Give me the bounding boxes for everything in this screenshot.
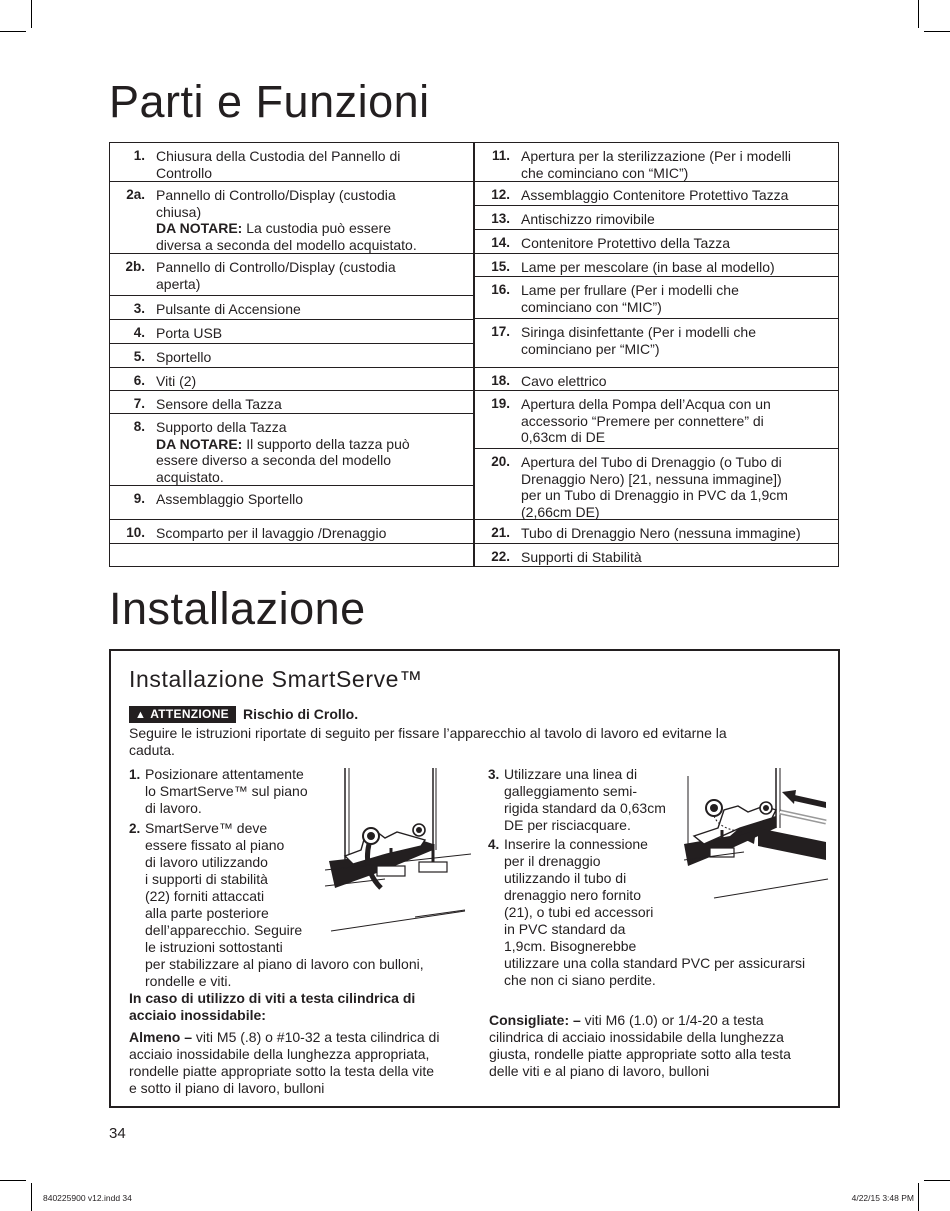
step-line: utilizzare una colla standard PVC per assicurarsi	[504, 955, 806, 971]
part-note	[156, 436, 461, 453]
parts-row	[110, 143, 473, 181]
recommended-line: giusta, rondelle piatte appropriate sotto alla testa	[489, 1046, 791, 1062]
minimum-line: rondelle piatte appropriate sotto la testa della vite	[129, 1063, 435, 1079]
crop-mark	[924, 1180, 950, 1181]
part-number: 11.	[491, 148, 510, 163]
warning-title: Rischio di Crollo.	[243, 706, 359, 722]
step-line: drenaggio nero fornito	[504, 887, 641, 903]
part-note-line: La custodia può essere	[242, 220, 391, 236]
part-description-line: Scomparto per il lavaggio /Drenaggio	[156, 525, 387, 541]
part-number: 18.	[491, 373, 510, 388]
part-description-line: Lame per frullare (Per i modelli che	[521, 282, 739, 298]
part-description	[156, 349, 461, 366]
part-description-line: Antischizzo rimovibile	[521, 211, 655, 227]
footer-file-info: 840225900 v12.indd 34	[43, 1193, 132, 1203]
part-description	[156, 259, 461, 292]
parts-row	[110, 519, 473, 543]
part-number: 13.	[491, 211, 510, 226]
part-number: 19.	[491, 396, 510, 411]
step-4-number: 4.	[488, 837, 500, 852]
part-description	[156, 491, 461, 508]
part-note-label: DA NOTARE:	[156, 220, 243, 236]
step-line: che non ci siano perdite.	[504, 972, 656, 988]
part-description-line: accessorio “Premere per connettere” di	[521, 412, 764, 429]
part-description-line: cominciano con “MIC”)	[521, 298, 662, 315]
step-line: (21), o tubi ed accessori	[504, 904, 654, 920]
part-description-line: Tubo di Drenaggio Nero (nessuna immagine)	[521, 525, 801, 541]
crop-mark	[0, 1180, 26, 1181]
screw-heading	[129, 990, 415, 1024]
step-1-number: 1.	[129, 767, 141, 782]
step-line: di lavoro.	[145, 800, 202, 816]
part-number: 2b.	[125, 259, 145, 274]
step-line: galleggiamento semi-	[504, 783, 638, 799]
part-description-line: Chiusura della Custodia del Pannello di	[156, 148, 401, 164]
part-number: 2a.	[126, 187, 145, 202]
parts-row	[110, 413, 473, 485]
step-line: utilizzando il tubo di	[504, 870, 627, 886]
recommended-line: viti M6 (1.0) or 1/4-20 a testa	[580, 1012, 764, 1028]
page-title: Parti e Funzioni	[109, 76, 430, 127]
crop-mark	[0, 31, 26, 32]
step-line: rondelle e viti.	[145, 973, 232, 989]
part-description	[156, 148, 461, 181]
step-line: 1,9cm. Bisognerebbe	[504, 938, 637, 954]
parts-row	[475, 276, 838, 318]
part-note	[156, 220, 461, 237]
part-number: 21.	[491, 525, 510, 540]
part-number: 15.	[491, 259, 510, 274]
parts-row	[110, 390, 473, 413]
step-line: i supporti di stabilità	[145, 871, 268, 887]
screw-heading-line: acciaio inossidabile:	[129, 1007, 266, 1023]
part-description-line: Drenaggio Nero) [21, nessuna immagine])	[521, 470, 782, 487]
part-description-line: Sensore della Tazza	[156, 396, 282, 412]
step-line: Inserire la connessione	[504, 836, 648, 852]
part-number: 22.	[491, 549, 510, 564]
step-line: in PVC standard da	[504, 921, 626, 937]
step-line: le istruzioni sottostanti	[145, 939, 283, 955]
part-description-line: Pulsante di Accensione	[156, 301, 301, 317]
parts-table-right	[474, 142, 839, 567]
parts-row	[475, 143, 838, 181]
part-description-line: Pannello di Controllo/Display (custodia	[156, 187, 396, 203]
part-description-line: Siringa disinfettante (Per i modelli che	[521, 324, 757, 340]
minimum-label: Almeno –	[129, 1029, 193, 1045]
crop-mark	[918, 1183, 919, 1211]
step-line: rigida standard da 0,63cm	[504, 800, 666, 816]
part-number: 8.	[133, 419, 145, 434]
step-3-number: 3.	[488, 767, 500, 782]
part-description	[521, 454, 826, 520]
part-description	[521, 148, 826, 181]
part-description	[156, 419, 461, 485]
parts-row	[475, 543, 838, 568]
step-line: essere fissato al piano	[145, 837, 285, 853]
step-line: lo SmartServe™ sul piano	[145, 783, 308, 799]
recommended-line: cilindrica di acciaio inossidabile della lunghezza	[489, 1029, 784, 1045]
step-line: di lavoro utilizzando	[145, 854, 268, 870]
footer-timestamp: 4/22/15 3:48 PM	[851, 1193, 914, 1203]
part-number: 10.	[126, 525, 145, 540]
parts-row	[475, 229, 838, 253]
parts-row	[110, 295, 473, 319]
step-line: per stabilizzare al piano di lavoro con bulloni,	[145, 956, 424, 972]
parts-row	[475, 318, 838, 367]
part-description	[156, 373, 461, 390]
parts-row	[110, 181, 473, 253]
part-description	[521, 396, 826, 446]
step-2-number: 2.	[129, 821, 141, 836]
part-description	[156, 525, 461, 542]
part-description-line: 0,63cm di DE	[521, 429, 606, 445]
part-note-line: diversa a seconda del modello acquistato.	[156, 236, 417, 253]
part-description	[521, 549, 826, 566]
intro-text	[129, 725, 809, 758]
part-description	[521, 211, 826, 228]
intro-line: Seguire le istruzioni riportate di seguito per fissare l’apparecchio al tavolo di lavoro ed evitarne la	[129, 725, 727, 741]
recommended-label: Consigliate: –	[489, 1012, 581, 1028]
step-line: Utilizzare una linea di	[504, 766, 638, 782]
part-description-line: Supporto della Tazza	[156, 419, 287, 435]
part-number: 17.	[491, 324, 510, 339]
part-description-line: Assemblaggio Sportello	[156, 491, 304, 507]
section-title-installation: Installazione	[109, 583, 366, 634]
part-number: 14.	[491, 235, 510, 250]
part-description	[521, 259, 826, 276]
installation-subheading: Installazione SmartServe™	[129, 666, 423, 692]
part-number: 5.	[133, 349, 145, 364]
part-description	[521, 373, 826, 390]
part-number: 7.	[133, 396, 145, 411]
minimum-paragraph	[129, 1029, 439, 1097]
intro-line: caduta.	[129, 741, 175, 758]
part-description	[156, 301, 461, 318]
part-number: 3.	[133, 301, 145, 316]
crop-mark	[924, 31, 950, 32]
part-note-line: acquistato.	[156, 468, 224, 485]
part-description-line: Apertura per la sterilizzazione (Per i modelli	[521, 148, 791, 164]
crop-mark	[918, 0, 919, 28]
parts-row	[110, 543, 473, 568]
step-3-text	[504, 766, 666, 834]
part-description-line: Assemblaggio Contenitore Protettivo Tazza	[521, 187, 789, 203]
part-description-line: cominciano per “MIC”)	[521, 340, 660, 357]
part-note-label: DA NOTARE:	[156, 435, 243, 452]
part-number: 4.	[133, 325, 145, 340]
part-description	[156, 325, 461, 342]
recommended-line: delle viti e al piano di lavoro, bulloni	[489, 1063, 710, 1079]
part-description-line: Controllo	[156, 164, 213, 181]
parts-row	[475, 390, 838, 448]
part-number: 1.	[133, 148, 145, 163]
step-line: dell’apparecchio. Seguire	[145, 922, 303, 938]
parts-row	[475, 205, 838, 229]
recommended-paragraph	[489, 1012, 791, 1080]
part-number: 6.	[133, 373, 145, 388]
part-description	[521, 187, 826, 204]
part-description-line: Porta USB	[156, 325, 223, 341]
parts-row	[475, 253, 838, 276]
parts-row	[110, 319, 473, 343]
stability-bracket-illustration	[325, 766, 471, 936]
part-description-line: Apertura del Tubo di Drenaggio (o Tubo di	[521, 454, 782, 470]
drain-connection-illustration	[684, 766, 830, 901]
part-number: 16.	[491, 282, 510, 297]
part-note-line: Il supporto della tazza può	[242, 435, 410, 452]
parts-row	[110, 253, 473, 295]
parts-row	[110, 367, 473, 390]
step-line: (22) forniti attaccati	[145, 888, 265, 904]
part-description-line: per un Tubo di Drenaggio in PVC da 1,9cm	[521, 487, 788, 503]
step-line: alla parte posteriore	[145, 905, 269, 921]
minimum-line: acciaio inossidabile della lunghezza appropriata,	[129, 1046, 430, 1062]
part-description	[521, 324, 826, 357]
minimum-line: viti M5 (.8) o #10-32 a testa cilindrica di	[192, 1029, 440, 1045]
step-line: Posizionare attentamente	[145, 766, 304, 782]
part-description-line: Contenitore Protettivo della Tazza	[521, 235, 731, 251]
parts-table-left	[109, 142, 474, 567]
parts-row	[110, 343, 473, 367]
part-description	[521, 235, 826, 252]
part-description-line: Apertura della Pompa dell’Acqua con un	[521, 396, 771, 412]
step-line: SmartServe™ deve	[145, 820, 268, 836]
part-description	[521, 282, 826, 315]
part-description	[156, 396, 461, 413]
step-line: per il drenaggio	[504, 853, 601, 869]
part-number: 20.	[491, 454, 510, 469]
part-description-line: aperta)	[156, 275, 201, 292]
minimum-line: e sotto il piano di lavoro, bulloni	[129, 1080, 325, 1096]
crop-mark	[31, 1183, 32, 1211]
parts-row	[475, 519, 838, 543]
step-1-text	[145, 766, 308, 817]
parts-row	[110, 485, 473, 519]
part-description-line: che cominciano con “MIC”)	[521, 164, 689, 181]
part-number: 9.	[133, 491, 145, 506]
screw-heading-line: In caso di utilizzo di viti a testa cilindrica di	[129, 990, 416, 1006]
part-description-line: Sportello	[156, 349, 212, 365]
part-note-line: essere diverso a seconda del modello	[156, 452, 392, 468]
part-description-line: Cavo elettrico	[521, 373, 607, 389]
part-number: 12.	[491, 187, 510, 202]
part-description-line: Supporti di Stabilità	[521, 549, 642, 565]
parts-row	[475, 448, 838, 519]
part-description	[156, 187, 461, 253]
parts-row	[475, 181, 838, 205]
part-description-line: Pannello di Controllo/Display (custodia	[156, 259, 396, 275]
step-line: DE per risciacquare.	[504, 817, 631, 833]
part-description	[521, 525, 826, 542]
warning-icon: ▲	[135, 709, 147, 721]
crop-mark	[31, 0, 32, 28]
part-description-line: (2,66cm DE)	[521, 503, 600, 520]
installation-box	[109, 649, 840, 1108]
part-description-line: chiusa)	[156, 203, 202, 220]
part-description-line: Lame per mescolare (in base al modello)	[521, 259, 775, 275]
warning-badge	[129, 706, 236, 723]
part-description-line: Viti (2)	[156, 373, 197, 389]
parts-row	[475, 367, 838, 390]
page-number: 34	[109, 1125, 126, 1142]
warning-badge-label: ATTENZIONE	[150, 707, 229, 721]
